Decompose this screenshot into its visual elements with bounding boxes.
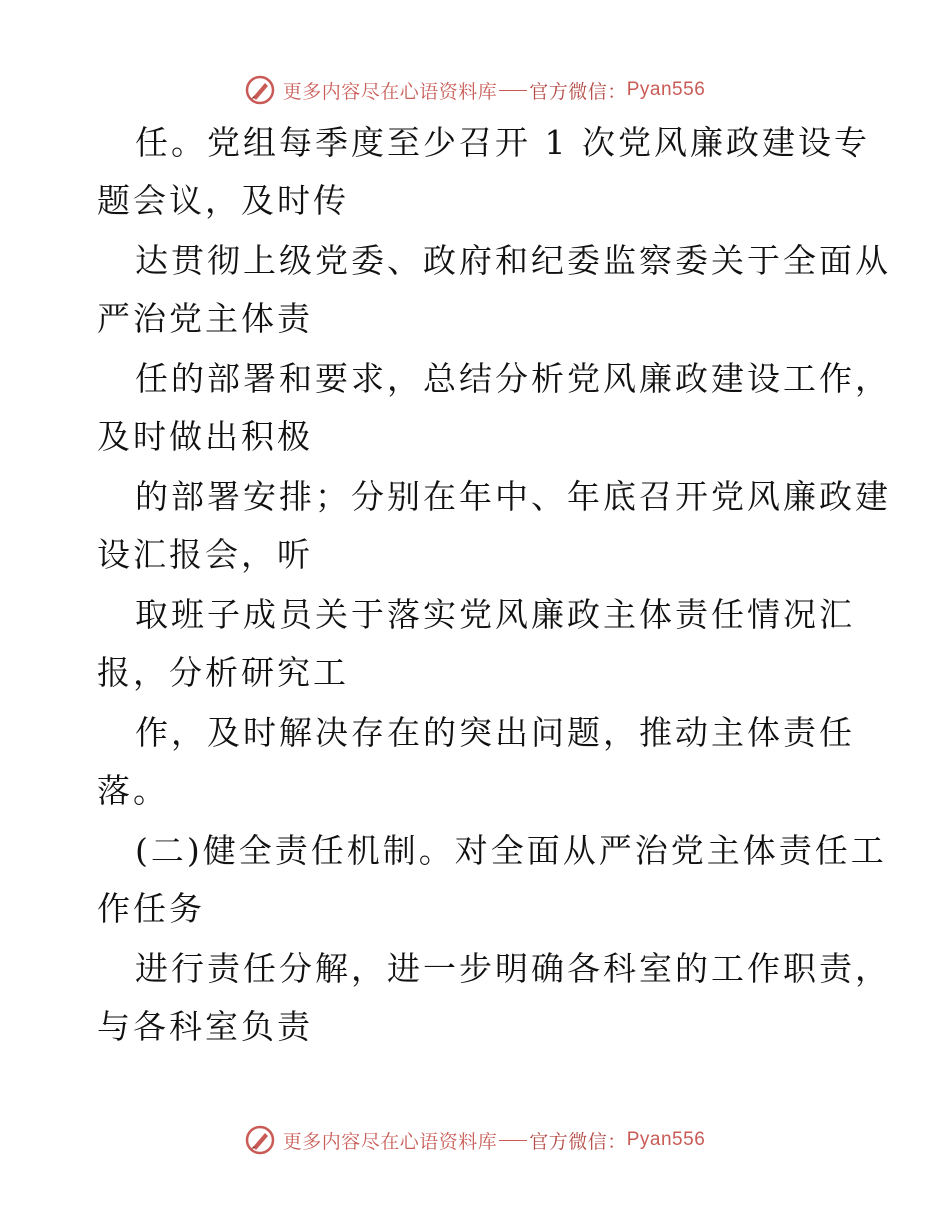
watermark-text: 更多内容尽在心语资料库 [282,80,498,103]
footer-watermark [0,1120,950,1160]
watermark-wechat-id: Pyan556 [626,79,706,100]
text-line: 报，分析研究工 [97,653,349,692]
text-line: 作任务 [97,889,205,928]
text-line: 任的部署和要求，总结分析党风廉政建设工作， [135,359,891,398]
text-line: 进行责任分解，进一步明确各科室的工作职责， [135,949,891,988]
watermark-text: 更多内容尽在心语资料库 [282,1130,498,1153]
watermark-wechat-id: Pyan556 [626,1129,706,1150]
text-line: 达贯彻上级党委、政府和纪委监察委关于全面从 [135,241,891,280]
text-line: 严治党主体责 [97,299,313,338]
watermark-dash [499,1140,527,1141]
watermark-wechat-label: 官方微信： [529,80,627,103]
pen-logo-icon [245,1125,275,1155]
pen-logo-icon [245,75,275,105]
text-line: 任。党组每季度至少召开 1 次党风廉政建设专 [135,123,870,162]
text-line: (二)健全责任机制。对全面从严治党主体责任工 [135,831,887,870]
text-line: 取班子成员关于落实党风廉政主体责任情况汇 [135,595,855,634]
text-line: 的部署安排；分别在年中、年底召开党风廉政建 [135,477,891,516]
header-watermark [0,70,950,110]
text-line: 作，及时解决存在的突出问题，推动主体责任 [135,713,855,752]
text-line: 落。 [97,771,169,810]
watermark-wechat-label: 官方微信： [529,1130,627,1153]
text-line: 设汇报会，听 [97,535,313,574]
text-line: 与各科室负责 [97,1007,313,1046]
text-line: 及时做出积极 [97,417,313,456]
watermark-dash [499,90,527,91]
text-line: 题会议，及时传 [97,181,349,220]
